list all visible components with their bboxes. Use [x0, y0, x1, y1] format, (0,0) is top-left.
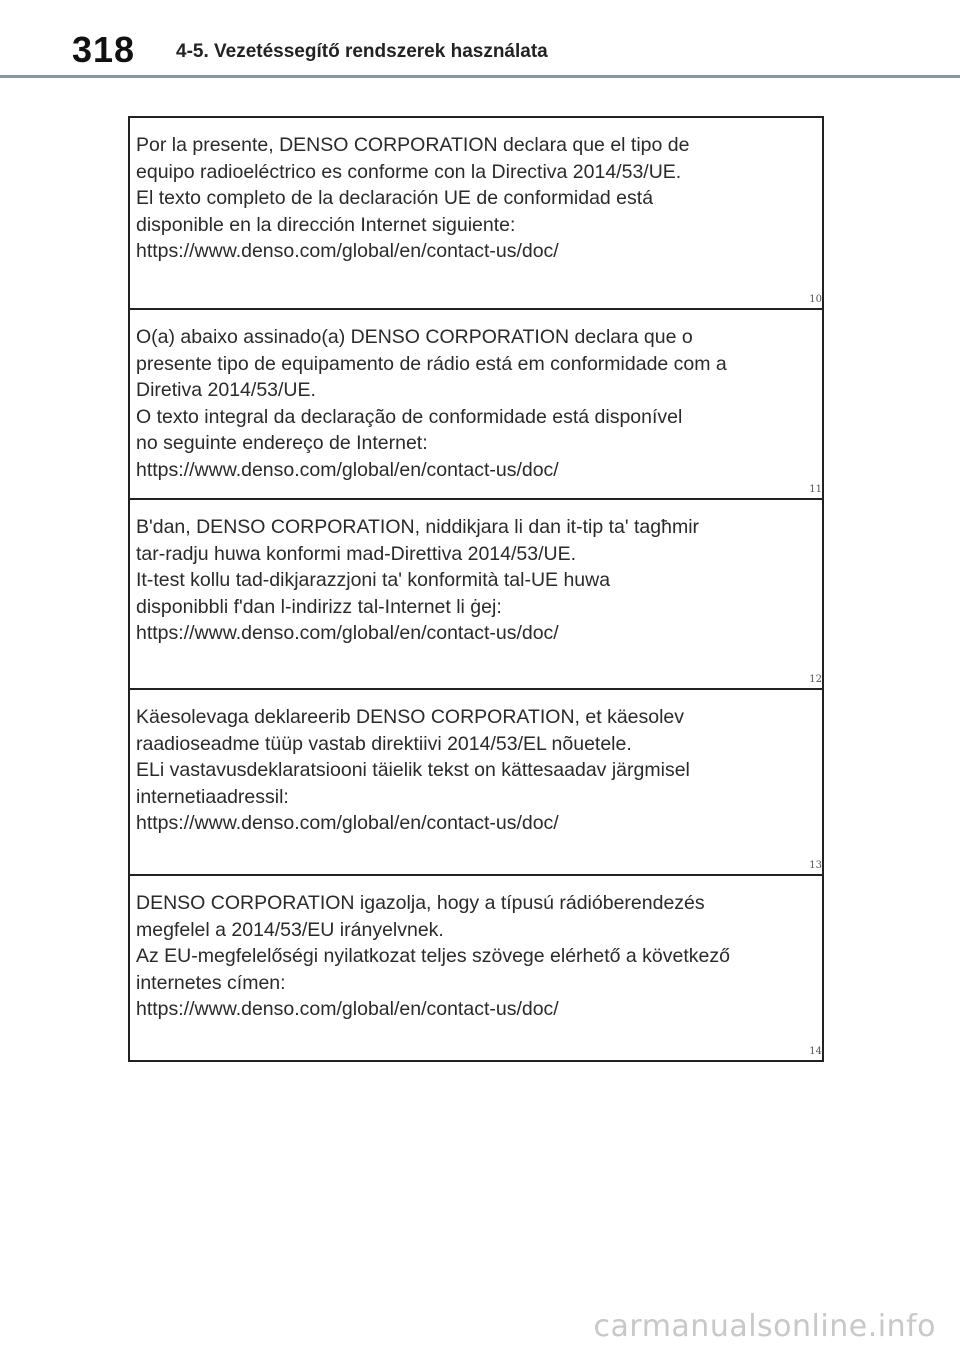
page-header	[0, 0, 960, 80]
watermark: carmanualsonline.info	[593, 1309, 936, 1344]
declaration-index: 13	[809, 860, 822, 871]
declaration-text: O(a) abaixo assinado(a) DENSO CORPORATION declara que o presente tipo de equipamento de rádio está em conformidade com a Diretiva 2014/53/UE. O texto integral da declaração de conformidade está disponível no seguinte endereço de Internet: https://www.denso.com/global/en/contact-us/doc/	[136, 326, 727, 481]
declaration-index: 14	[809, 1046, 822, 1057]
page-number: 318	[72, 29, 136, 70]
declaration-index: 10	[809, 294, 822, 305]
declaration-text: Por la presente, DENSO CORPORATION declara que el tipo de equipo radioeléctrico es conforme con la Directiva 2014/53/UE. El texto completo de la declaración UE de conformidad está disponible en la dirección Internet siguiente: https://www.denso.com/global/en/contact-us/doc/	[136, 134, 690, 262]
declaration-text: Käesolevaga deklareerib DENSO CORPORATION, et käesolev raadioseadme tüüp vastab direktiivi 2014/53/EL nõuetele. ELi vastavusdeklaratsiooni täielik tekst on kättesaadav järgmisel internetiaadressil: https://www.denso.com/global/en/contact-us/doc/	[136, 706, 690, 834]
declaration-text: B'dan, DENSO CORPORATION, niddikjara li dan it-tip ta' tagħmir tar-radju huwa konformi mad-Direttiva 2014/53/UE. It-test kollu tad-dikjarazzjoni ta' konformità tal-UE huwa disponibbli f'dan l-indirizz tal-Internet li ġej: https://www.denso.com/global/en/contact-us/doc/	[136, 516, 700, 644]
declaration-text: DENSO CORPORATION igazolja, hogy a típusú rádióberendezés megfelel a 2014/53/EU irányelvnek. Az EU-megfelelőségi nyilatkozat teljes szövege elérhető a következő internetes címen: https://www.denso.com/global/en/contact-us/doc/	[136, 892, 730, 1020]
declaration-panel-hungarian	[130, 876, 822, 1060]
section-title: 4-5. Vezetéssegítő rendszerek használata	[176, 41, 548, 62]
declaration-panel-estonian	[130, 690, 822, 876]
header-divider	[0, 75, 960, 78]
declaration-panel-portuguese	[130, 310, 822, 500]
declaration-table	[128, 116, 824, 1062]
declaration-index: 11	[809, 484, 822, 495]
declaration-index: 12	[809, 674, 822, 685]
declaration-panel-maltese	[130, 500, 822, 690]
declaration-panel-spanish	[130, 118, 822, 310]
